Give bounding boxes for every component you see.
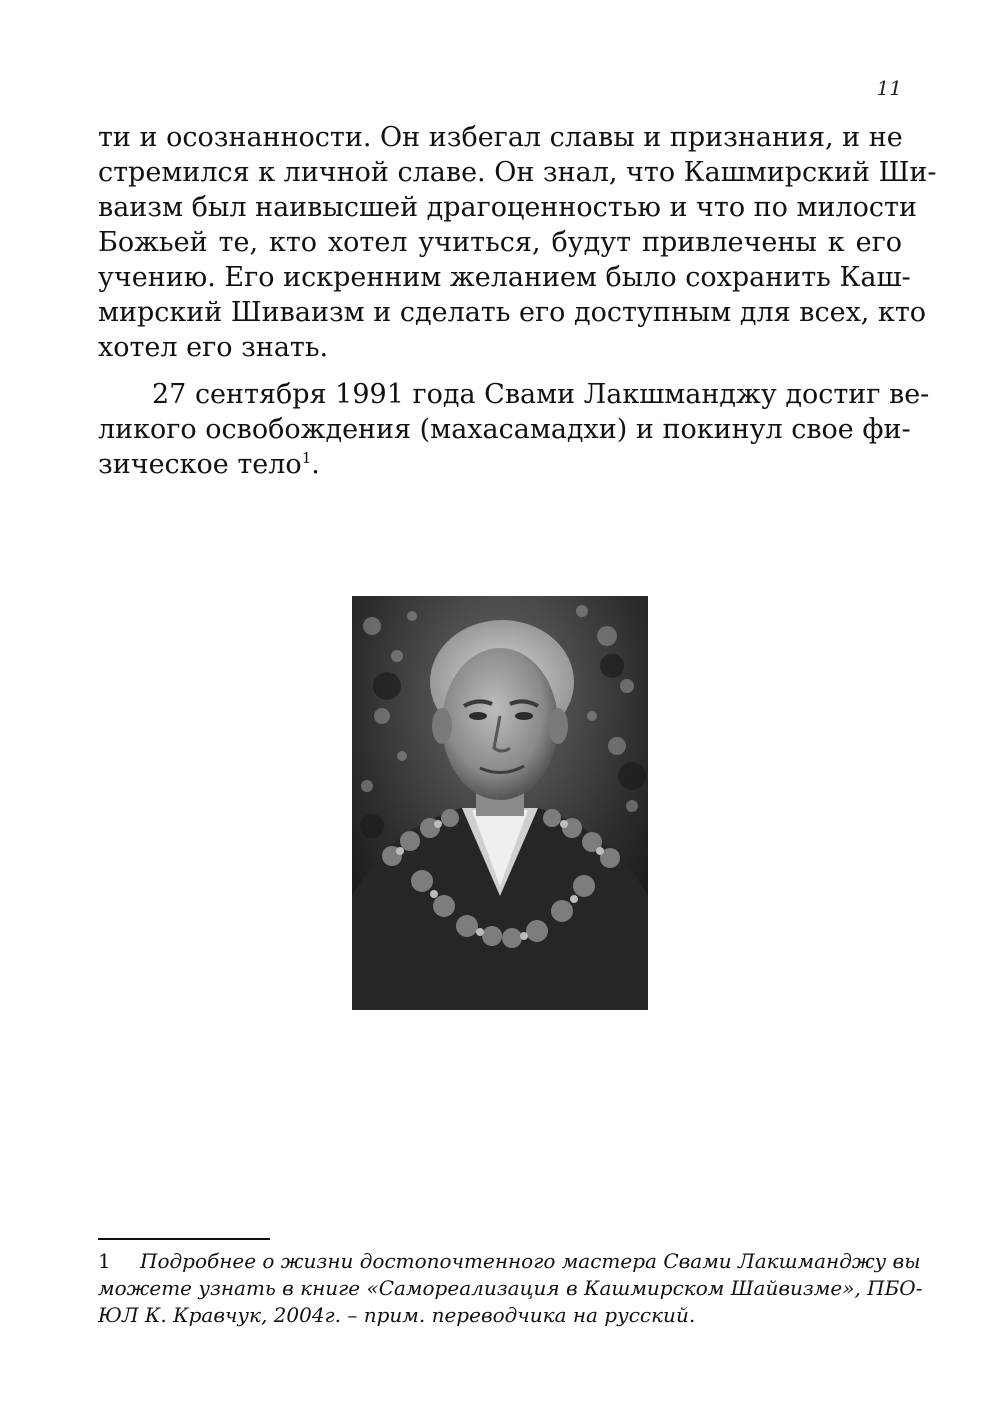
- text-line: Божьей те, кто хотел учиться, будут привлечены к его: [98, 227, 902, 258]
- portrait-image: [352, 596, 648, 1010]
- text-line: ти и осознанности. Он избегал славы и признания, и не: [98, 122, 903, 153]
- text-line: стремился к личной славе. Он знал, что Кашмирский Ши-: [98, 157, 937, 188]
- footnote: [98, 1248, 923, 1329]
- text-line: мирский Шиваизм и сделать его доступным для всех, кто: [98, 297, 927, 328]
- sentence-end: .: [311, 449, 320, 480]
- footnote-line: [98, 1248, 921, 1275]
- footnote-text: Подробнее о жизни достопочтенного мастера Свами Лакшманджу вы: [140, 1249, 921, 1273]
- footnote-line: ЮЛ К. Кравчук, 2004г. – прим. переводчика на русский.: [98, 1303, 696, 1327]
- page-number: 11: [876, 76, 902, 100]
- text-line: хотел его знать.: [98, 332, 329, 363]
- footnote-reference[interactable]: 1: [301, 449, 312, 467]
- footnote-number: 1: [98, 1249, 111, 1273]
- text-line: 27 сентября 1991 года Свами Лакшманджу достиг ве-: [152, 379, 930, 410]
- text-line: ваизм был наивысшей драгоценностью и что по милости: [98, 192, 917, 223]
- footnote-divider: [98, 1238, 270, 1240]
- text-line: учению. Его искренним желанием было сохранить Каш-: [98, 262, 911, 293]
- paragraph-1: [98, 120, 937, 365]
- body-text: [98, 120, 937, 482]
- text-line-content: зическое тело: [98, 449, 302, 480]
- text-line: ликого освобождения (махасамадхи) и покинул свое фи-: [98, 414, 911, 445]
- paragraph-2: [98, 377, 930, 482]
- text-line-final: [98, 447, 902, 482]
- portrait-photo: [352, 596, 648, 1010]
- footnote-line: можете узнать в книге «Самореализация в Кашмирском Шайвизме», ПБО-: [98, 1276, 923, 1300]
